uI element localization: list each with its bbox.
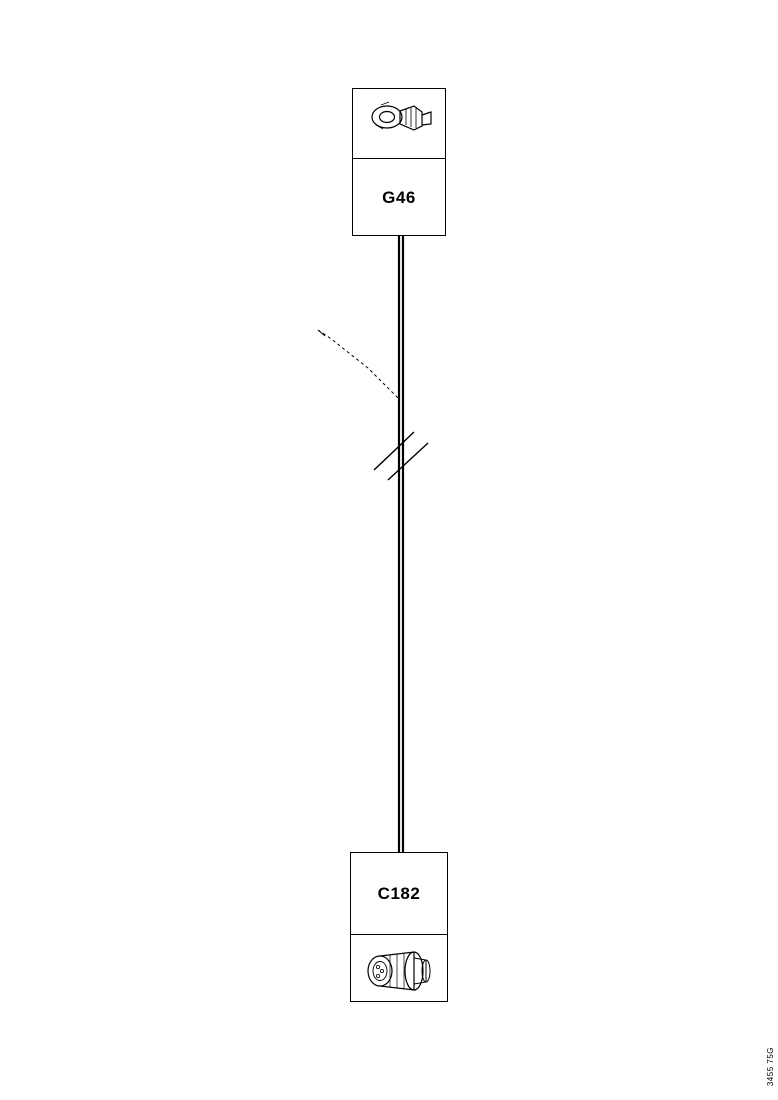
sheet-code: 3455 75G bbox=[766, 1046, 775, 1086]
connector-label-c182: C182 bbox=[377, 883, 421, 903]
round-multi-pin-connector-icon bbox=[356, 940, 442, 998]
connector-label-cell-c182 bbox=[351, 853, 447, 935]
connector-icon-cell-c182 bbox=[351, 935, 447, 1002]
connector-icon-cell-g46 bbox=[353, 89, 445, 159]
leader-line bbox=[318, 330, 398, 398]
connector-label-cell-g46 bbox=[353, 159, 445, 236]
connector-label-g46: G46 bbox=[382, 187, 416, 207]
leader-tick bbox=[318, 330, 325, 336]
connector-node-g46[interactable] bbox=[352, 88, 446, 236]
ring-terminal-ground-connector-icon bbox=[359, 95, 439, 153]
wire-break-slash-2 bbox=[388, 443, 428, 480]
wire-break-slash-1 bbox=[374, 432, 414, 470]
connector-node-c182[interactable] bbox=[350, 852, 448, 1002]
